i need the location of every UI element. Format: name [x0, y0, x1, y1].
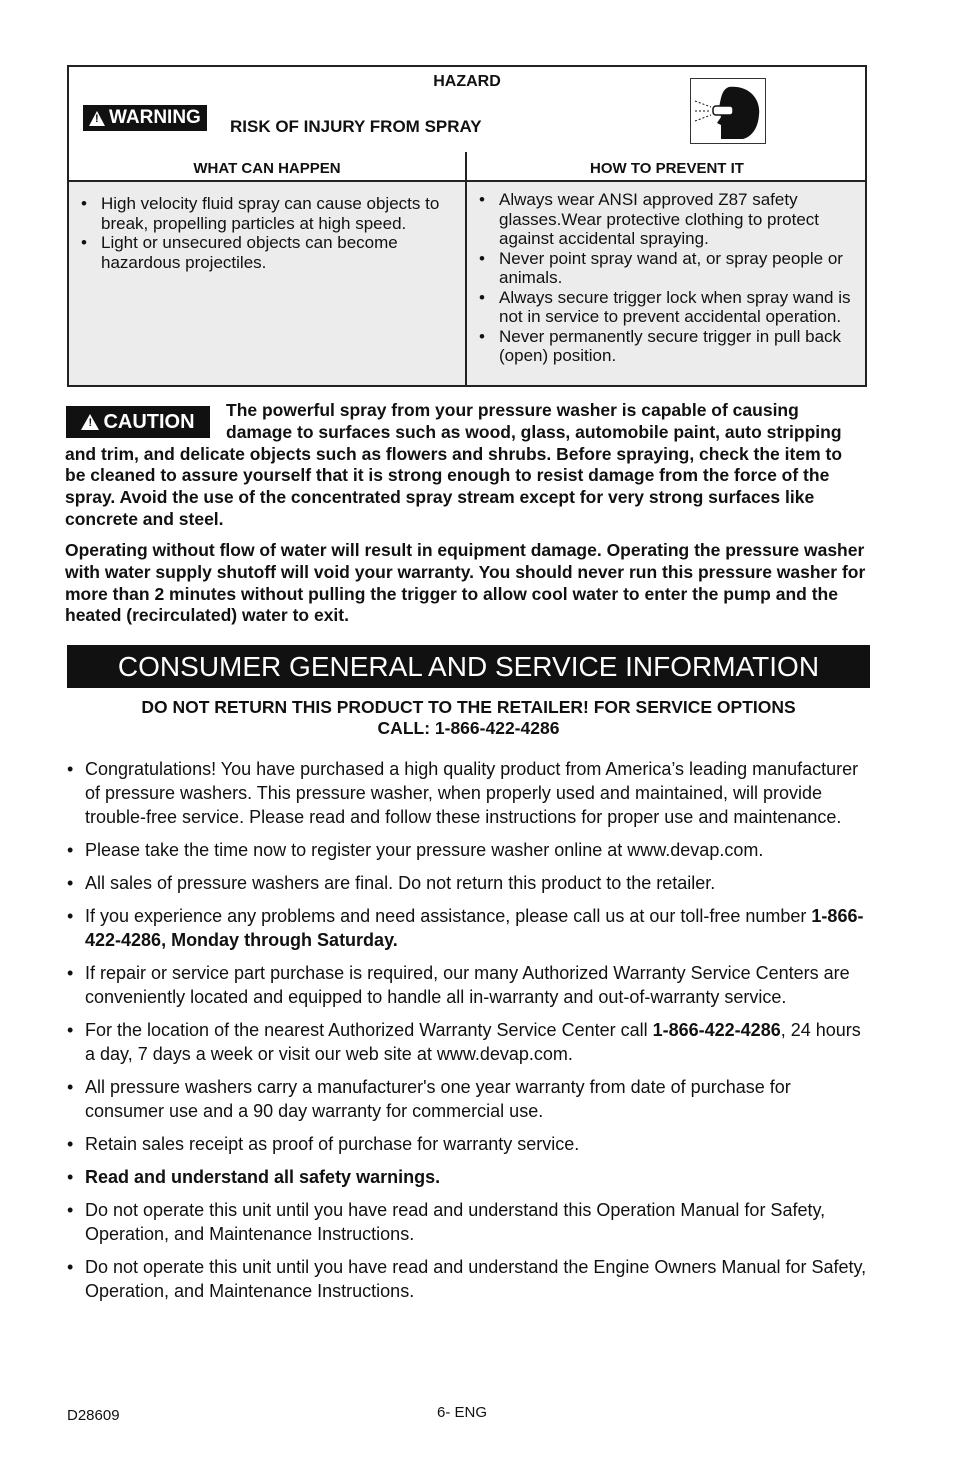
what-can-happen-header: WHAT CAN HAPPEN: [193, 160, 341, 177]
list-item: • Never point spray wand at, or spray people or animals.: [467, 249, 865, 288]
caution-label: CAUTION: [103, 410, 195, 433]
notice-line: DO NOT RETURN THIS PRODUCT TO THE RETAILER! FOR SERVICE OPTIONS: [141, 697, 796, 717]
list-item: • Congratulations! You have purchased a high quality product from America’s leading manufacturer of pressure washers. This pressure washer, when properly used and maintained, will provide trouble-free service. Please read and follow these instructions for proper use and maintenance.: [67, 757, 872, 829]
list-item: • Please take the time now to register your pressure washer online at www.devap.com.: [67, 838, 872, 862]
notice-line: CALL: 1-866-422-4286: [377, 718, 560, 738]
list-item: • Retain sales receipt as proof of purchase for warranty service.: [67, 1132, 872, 1156]
list-item: • Do not operate this unit until you have read and understand the Engine Owners Manual for Safety, Operation, and Maintenance Instructions.: [67, 1255, 872, 1303]
list-item: • High velocity fluid spray can cause objects to break, propelling particles at high speed.: [69, 194, 465, 233]
phone-number: 1-866-422-4286: [652, 1020, 781, 1040]
list-item: • Always wear ANSI approved Z87 safety glasses.Wear protective clothing to protect against accidental spraying.: [467, 190, 865, 249]
phone-hours: 1-866-422-4286, Monday through Saturday.: [85, 906, 864, 950]
warning-triangle-icon: [89, 111, 105, 126]
page-number: 6- ENG: [437, 1404, 488, 1421]
list-item: [67, 1018, 872, 1066]
caution-text: The powerful spray from your pressure washer is capable of causing damage to surfaces such as wood, glass, automobile paint, auto stripping and trim, and delicate objects such as flowers and shrubs. Before spraying, check the item to be cleaned to assure yourself that it is strong enough to resist damage from the force of the spray. Avoid the use of the concentrated spray stream except for very strong surfaces like concrete and steel.: [65, 400, 843, 529]
bullet-text: If you experience any problems and need assistance, please call us at our toll-free number: [85, 906, 812, 926]
info-bullet-list: [67, 757, 872, 1312]
warning-label: WARNING: [109, 107, 201, 128]
list-item: • Always secure trigger lock when spray wand is not in service to prevent accidental operation.: [467, 288, 865, 327]
list-item: [67, 1165, 872, 1189]
list-item: • All sales of pressure washers are final. Do not return this product to the retailer.: [67, 871, 872, 895]
hazard-risk: RISK OF INJURY FROM SPRAY: [230, 117, 482, 136]
bullet-text: , 24 hours a day, 7 days a week or visit our web site at www.devap.com.: [85, 1020, 861, 1064]
list-item: [67, 904, 872, 952]
warning-badge: [83, 105, 207, 131]
hazard-table: [67, 65, 867, 387]
hazard-columns-header: [69, 152, 865, 182]
hazard-header: [69, 67, 865, 154]
what-can-happen-list: [69, 182, 465, 385]
service-notice: [67, 697, 870, 739]
list-item: • Do not operate this unit until you have read and understand this Operation Manual for Safety, Operation, and Maintenance Instructions.: [67, 1198, 872, 1246]
document-number: D28609: [67, 1407, 120, 1424]
how-to-prevent-list: [467, 182, 865, 385]
list-item: • Never permanently secure trigger in pull back (open) position.: [467, 327, 865, 366]
hazard-title: HAZARD: [433, 73, 501, 90]
bullet-text-bold: Read and understand all safety warnings.: [85, 1167, 441, 1187]
list-item: • Light or unsecured objects can become hazardous projectiles.: [69, 233, 465, 272]
section-title: CONSUMER GENERAL AND SERVICE INFORMATION: [67, 645, 870, 688]
how-to-prevent-header: HOW TO PREVENT IT: [590, 160, 744, 177]
caution-paragraph: [65, 400, 865, 531]
list-item: • If repair or service part purchase is required, our many Authorized Warranty Service Centers are conveniently located and equipped to handle all in-warranty and out-of-warranty service.: [67, 961, 872, 1009]
safety-glasses-icon: [690, 78, 766, 144]
list-item: • All pressure washers carry a manufacturer's one year warranty from date of purchase for consumer use and a 90 day warranty for commercial use.: [67, 1075, 872, 1123]
operating-notice: Operating without flow of water will result in equipment damage. Operating the pressure washer with water supply shutoff will void your warranty. You should never run this pressure washer for more than 2 minutes without pulling the trigger to allow cool water to enter the pump and the heated (recirculated) water to exit.: [65, 540, 866, 626]
bullet-text: For the location of the nearest Authorized Warranty Service Center call: [85, 1020, 653, 1040]
